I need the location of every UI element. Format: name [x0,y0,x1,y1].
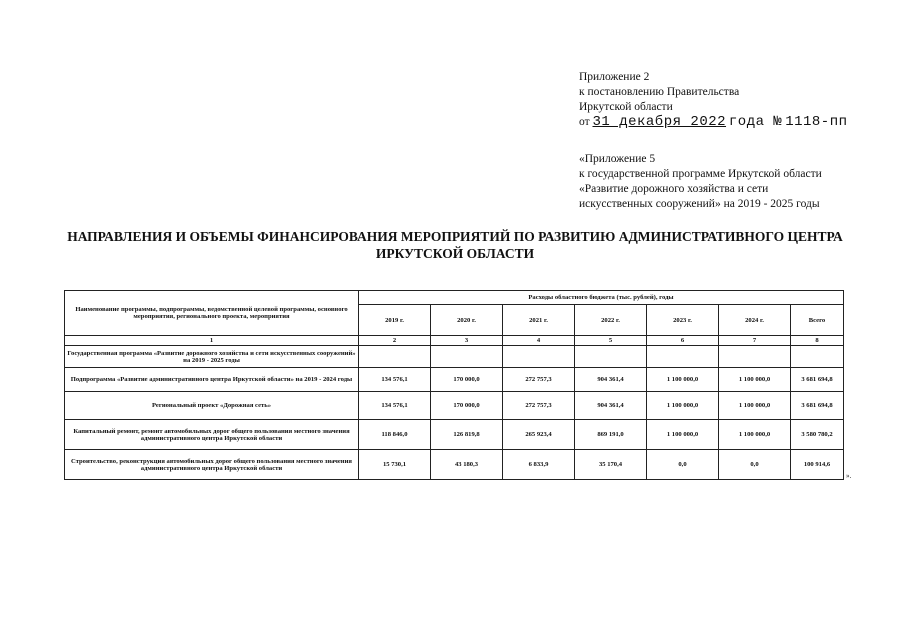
table-row [65,346,844,368]
cell-value: 134 576,1 [359,392,431,420]
cell-value: 3 681 694,8 [791,368,844,392]
cell-value: 100 914,6 [791,450,844,480]
cell-value: 126 819,8 [431,420,503,450]
resolution-date: 31 декабря 2022 [592,114,727,130]
cell-value: 0,0 [647,450,719,480]
year-header: 2024 г. [719,305,791,336]
cell-value: 3 580 780,2 [791,420,844,450]
appendix5-line-1: «Приложение 5 [579,153,656,165]
cell-value: 118 846,0 [359,420,431,450]
appendix5-line-4: искусственных сооружений» на 2019 - 2025 годы [579,198,820,210]
appendix-5-reference [579,152,822,212]
cell-value: 904 361,4 [575,368,647,392]
cell-value [503,346,575,368]
cell-value: 0,0 [719,450,791,480]
cell-value: 170 000,0 [431,392,503,420]
appendix-header [579,70,848,130]
cell-value: 15 730,1 [359,450,431,480]
cell-value: 265 923,4 [503,420,575,450]
cell-value: 1 100 000,0 [719,368,791,392]
appendix5-line-2: к государственной программе Иркутской области [579,168,822,180]
year-header: 2019 г. [359,305,431,336]
row-name: Региональный проект «Дорожная сеть» [65,392,359,420]
appendix-date-line [579,115,848,130]
column-number: 5 [575,336,647,346]
cell-value: 1 100 000,0 [647,368,719,392]
column-number: 4 [503,336,575,346]
table-row [65,392,844,420]
table-row [65,368,844,392]
cell-value [431,346,503,368]
cell-value: 1 100 000,0 [719,420,791,450]
column-number: 6 [647,336,719,346]
column-number: 7 [719,336,791,346]
cell-value: 1 100 000,0 [647,392,719,420]
cell-value: 272 757,3 [503,392,575,420]
cell-value: 869 191,0 [575,420,647,450]
closing-quote-mark: ». [846,472,852,480]
total-header: Всего [791,305,844,336]
from-label: от [579,116,590,128]
column-number: 3 [431,336,503,346]
year-header: 2020 г. [431,305,503,336]
year-header: 2023 г. [647,305,719,336]
table-row [65,450,844,480]
row-name: Капитальный ремонт, ремонт автомобильных дорог общего пользования местного значения административного центра Иркутской области [65,420,359,450]
financing-table [64,290,844,480]
column-number-row [65,336,844,346]
cell-value: 170 000,0 [431,368,503,392]
cell-value: 6 833,9 [503,450,575,480]
cell-value: 1 100 000,0 [647,420,719,450]
row-name: Государственная программа «Развитие дорожного хозяйства и сети искусственных сооружений» на 2019 - 2025 годы [65,346,359,368]
appendix5-line-3: «Развитие дорожного хозяйства и сети [579,183,769,195]
column-number: 8 [791,336,844,346]
year-number-label: года № [728,114,783,130]
cell-value: 3 681 694,8 [791,392,844,420]
row-name: Строительство, реконструкция автомобильных дорог общего пользования местного значения административного центра Иркутской области [65,450,359,480]
title-line-1: НАПРАВЛЕНИЯ И ОБЪЕМЫ ФИНАНСИРОВАНИЯ МЕРОПРИЯТИЙ ПО РАЗВИТИЮ АДМИНИСТРАТИВНОГО ЦЕНТРА [67,229,843,244]
column-number: 1 [65,336,359,346]
cell-value: 904 361,4 [575,392,647,420]
cell-value: 1 100 000,0 [719,392,791,420]
cell-value [647,346,719,368]
expenses-header: Расходы областного бюджета (тыс. рублей), годы [359,291,844,305]
cell-value: 35 170,4 [575,450,647,480]
name-column-header: Наименование программы, подпрограммы, ведомственной целевой программы, основного мероприятия, регионального проекта, мероприятия [65,291,359,336]
cell-value: 272 757,3 [503,368,575,392]
resolution-number: 1118-пп [785,114,848,130]
year-header: 2022 г. [575,305,647,336]
cell-value [359,346,431,368]
table-row [65,420,844,450]
header-row-1 [65,291,844,305]
title-line-2: ИРКУТСКОЙ ОБЛАСТИ [375,246,535,261]
appendix-line-3: Иркутской области [579,101,673,113]
cell-value [719,346,791,368]
column-number: 2 [359,336,431,346]
row-name: Подпрограмма «Развитие административного центра Иркутской области» на 2019 - 2024 годы [65,368,359,392]
document-title [60,228,850,262]
appendix-line-1: Приложение 2 [579,71,650,83]
cell-value [575,346,647,368]
cell-value [791,346,844,368]
cell-value: 134 576,1 [359,368,431,392]
appendix-line-2: к постановлению Правительства [579,86,740,98]
year-header: 2021 г. [503,305,575,336]
cell-value: 43 180,3 [431,450,503,480]
